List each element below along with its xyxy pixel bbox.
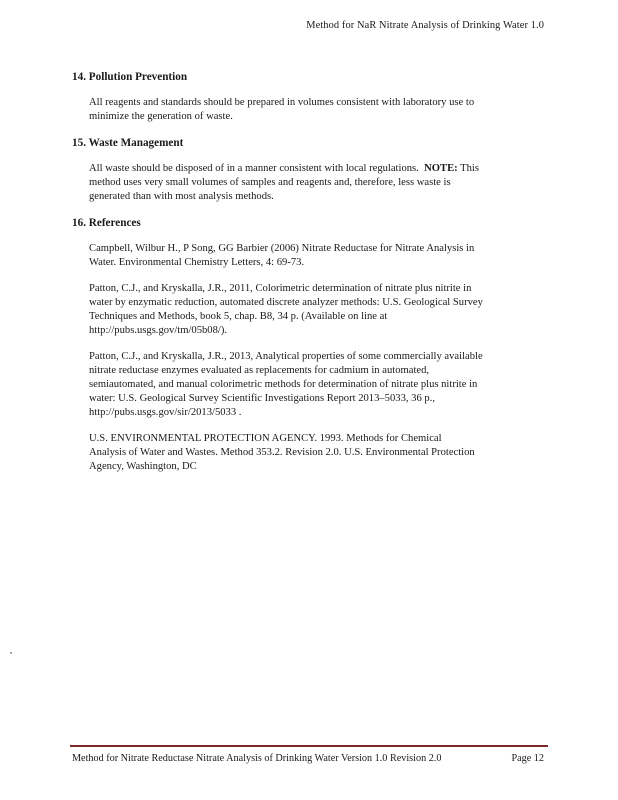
section-title: 16. References (72, 217, 141, 229)
reference-line: nitrate reductase enzymes evaluated as replacements for cadmium in automated, (89, 365, 430, 376)
reference-line: http://pubs.usgs.gov/sir/2013/5033 . (89, 407, 242, 418)
section-pollution-prevention (72, 70, 552, 124)
reference-line: Analysis of Water and Wastes. Method 353.2. Revision 2.0. U.S. Environmental Protection (89, 447, 475, 458)
reference-line: http://pubs.usgs.gov/tm/05b08/). (89, 325, 228, 336)
paragraph-line: minimize the generation of waste. (89, 111, 233, 122)
paragraph-text: All waste should be disposed of in a manner consistent with local regulations. (89, 163, 425, 174)
section-references (72, 216, 552, 474)
reference-item (89, 242, 552, 270)
reference-line: Patton, C.J., and Kryskalla, J.R., 2011, Colorimetric determination of nitrate plus nitrite in (89, 283, 472, 294)
footer-title: Method for Nitrate Reductase Nitrate Analysis of Drinking Water Version 1.0 Revision 2.0 (72, 753, 442, 764)
reference-line: semiautomated, and manual colorimetric methods for determination of nitrate plus nitrite in (89, 379, 478, 390)
reference-item (89, 282, 552, 338)
footer-rule (70, 745, 548, 747)
reference-line: U.S. ENVIRONMENTAL PROTECTION AGENCY. 1993. Methods for Chemical (89, 433, 442, 444)
scan-speck (10, 652, 12, 654)
reference-line: Agency, Washington, DC (89, 461, 197, 472)
paragraph-line: All reagents and standards should be prepared in volumes consistent with laboratory use to (89, 97, 475, 108)
running-header: Method for NaR Nitrate Analysis of Drinking Water 1.0 (306, 20, 544, 31)
reference-line: Campbell, Wilbur H., P Song, GG Barbier (2006) Nitrate Reductase for Nitrate Analysis in (89, 243, 475, 254)
paragraph-text: This (457, 163, 479, 174)
section-title: 15. Waste Management (72, 137, 184, 149)
reference-line: water by enzymatic reduction, automated discrete analyzer methods: U.S. Geological Survey (89, 297, 483, 308)
section-title: 14. Pollution Prevention (72, 71, 188, 83)
paragraph-line: generated than with most analysis methods. (89, 191, 274, 202)
page-number: Page 12 (511, 753, 544, 764)
page-content (72, 70, 552, 474)
reference-item (89, 350, 552, 420)
note-label: NOTE: (424, 163, 458, 174)
section-paragraph (89, 162, 552, 204)
reference-line: Patton, C.J., and Kryskalla, J.R., 2013, Analytical properties of some commercially available (89, 351, 483, 362)
reference-item (89, 432, 552, 474)
reference-line: Water. Environmental Chemistry Letters, 4: 69-73. (89, 257, 305, 268)
section-paragraph (89, 96, 552, 124)
reference-line: water: U.S. Geological Survey Scientific Investigations Report 2013–5033, 36 p., (89, 393, 436, 404)
section-waste-management (72, 136, 552, 204)
reference-line: Techniques and Methods, book 5, chap. B8, 34 p. (Available on line at (89, 311, 388, 322)
paragraph-line (89, 162, 552, 176)
paragraph-line: method uses very small volumes of samples and reagents and, therefore, less waste is (89, 177, 451, 188)
